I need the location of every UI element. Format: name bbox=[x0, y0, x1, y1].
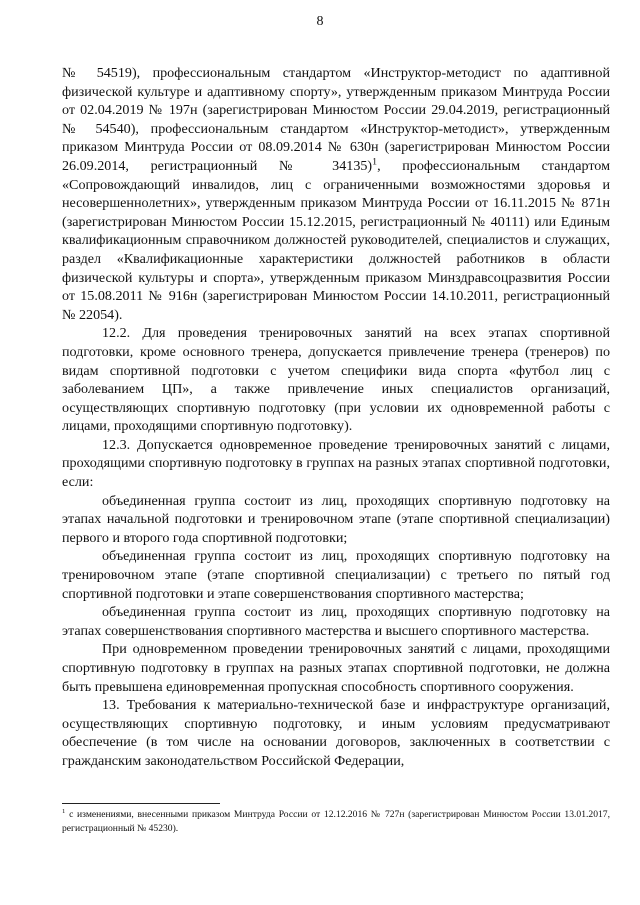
paragraph-12-3: 12.3. Допускается одновременное проведение тренировочных занятий с лицами, проходящими спортивную подготовку в группах на разных этапах спортивной подготовки, если: bbox=[62, 436, 610, 491]
footnote-text: с изменениями, внесенными приказом Минтруда России от 12.12.2016 № 727н (зарегистрирован Минюстом России 13.01.2017, регистрационный № 45230). bbox=[62, 809, 610, 834]
footnote bbox=[62, 808, 610, 835]
list-item-combined-group-3: объединенная группа состоит из лиц, проходящих спортивную подготовку на этапах совершенствования спортивного мастерства и высшего спортивного мастерства. bbox=[62, 604, 610, 639]
paragraph-12-2: 12.2. Для проведения тренировочных занятий на всех этапах спортивной подготовки, кроме основного тренера, допускается привлечение тренера (тренеров) по видам спортивной подготовки с учетом специфики вида спорта «футбол лиц с заболеванием ЦП», а также привлечение иных специалистов организаций, осуществляющих спортивную подготовку (при условии их одновременной работы с лицами, проходящими спортивную подготовку). bbox=[62, 325, 610, 435]
page-number: 8 bbox=[316, 14, 324, 29]
body-text bbox=[62, 64, 610, 771]
footnote-reference: 1 bbox=[372, 156, 378, 168]
list-item-combined-group-2: объединенная группа состоит из лиц, проходящих спортивную подготовку на тренировочном этапе (этапе спортивной специализации) с третьего по пятый год спортивной подготовки и этапе совершенствования спортивного мастерства; bbox=[62, 548, 610, 602]
paragraph-qualification-standards bbox=[62, 64, 610, 324]
footnote-divider bbox=[62, 803, 220, 804]
paragraph-text: № 54519), профессиональным стандартом «Инструктор-методист по адаптивной физической культуре и адаптивному спорту», утвержденным приказом Минтруда России от 02.04.2019 № 197н (зарегистрирован Минюстом России 29.04.2019, регистрационный № 54540), профессиональным стандартом «Инструктор-методист», утвержденным приказом Минтруда России от 08.09.2014 № 630н (зарегистрирован Минюстом России 26.09.2014, регистрационный № 34135) bbox=[62, 65, 610, 174]
paragraph-text: , профессиональным стандартом «Сопровождающий инвалидов, лиц с ограниченными возможностями здоровья и несовершеннолетних», утвержденным приказом Минтруда России от 16.11.2015 № 871н (зарегистрирован Минюстом России 15.12.2015, регистрационный № 40111) или Единым квалификационным справочником должностей руководителей, специалистов и служащих, раздел «Квалификационные характеристики должностей работников в области физической культуры и спорта», утвержденным приказом Минздравсоцразвития России от 15.08.2011 № 916н (зарегистрирован Минюстом России 14.10.2011, регистрационный № 22054). bbox=[62, 157, 611, 323]
list-item-combined-group-1: объединенная группа состоит из лиц, проходящих спортивную подготовку на этапах начальной подготовки и тренировочном этапе (этапе спортивной специализации) первого и второго года спортивной подготовки; bbox=[62, 492, 610, 546]
paragraph-13: 13. Требования к материально-технической базе и инфраструктуре организаций, осуществляющих спортивную подготовку, и иным условиям предусматривают обеспечение (в том числе на основании договоров, заключенных в соответствии с гражданским законодательством Российской Федерации, bbox=[62, 697, 610, 769]
footnote-marker: 1 bbox=[62, 807, 66, 815]
paragraph-capacity-limit: При одновременном проведении тренировочных занятий с лицами, проходящими спортивную подготовку в группах на разных этапах спортивной подготовки, не должна быть превышена единовременная пропускная способность спортивного сооружения. bbox=[62, 641, 610, 695]
